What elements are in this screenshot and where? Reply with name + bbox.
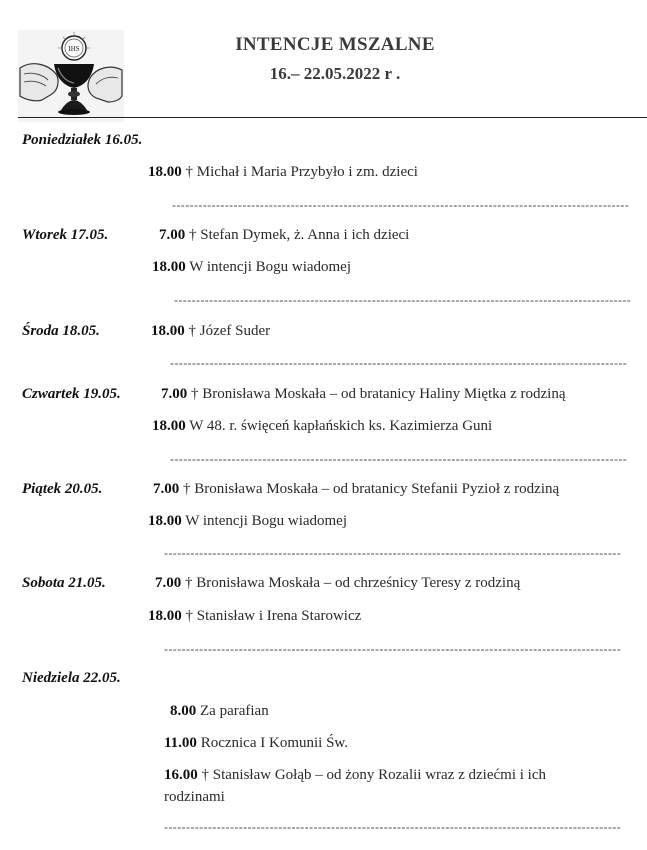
day-separator: --------------------------------------------------------------------------------------------------------	[164, 642, 622, 656]
mass-time: 16.00	[164, 767, 198, 783]
chalice-logo-icon	[18, 30, 124, 122]
header-divider	[18, 117, 647, 118]
mass-entry	[161, 383, 565, 405]
mass-intention: † Michał i Maria Przybyło i zm. dzieci	[185, 164, 418, 180]
mass-time: 7.00	[161, 386, 188, 402]
page-title: INTENCJE MSZALNE	[235, 34, 435, 55]
day-separator: --------------------------------------------------------------------------------------------------------	[164, 820, 622, 834]
mass-entry	[148, 161, 418, 183]
mass-time: 7.00	[155, 575, 182, 591]
date-range: 16.– 22.05.2022 r .	[269, 64, 401, 83]
mass-time: 7.00	[153, 481, 180, 497]
mass-entry	[170, 700, 269, 722]
mass-intention: † Bronisława Moskała – od bratanicy Haliny Miętka z rodziną	[191, 386, 566, 402]
mass-entry	[152, 415, 492, 437]
mass-time: 18.00	[148, 608, 182, 624]
mass-intention: † Józef Suder	[188, 323, 271, 339]
mass-time: 11.00	[164, 735, 197, 751]
day-separator: --------------------------------------------------------------------------------------------------------	[170, 356, 628, 370]
day-separator: --------------------------------------------------------------------------------------------------------	[172, 198, 630, 212]
mass-time: 7.00	[159, 227, 186, 243]
mass-intention: † Stanisław Gołąb – od żony Rozalii wraz z dziećmi i ich rodzinami	[164, 767, 546, 805]
day-label: Środa 18.05.	[22, 323, 100, 339]
mass-entry	[153, 478, 559, 500]
mass-entry	[148, 605, 361, 627]
mass-intention: Rocznica I Komunii Św.	[200, 735, 349, 751]
mass-intention: † Bronisława Moskała – od chrześnicy Teresy z rodziną	[185, 575, 521, 591]
day-separator: --------------------------------------------------------------------------------------------------------	[164, 546, 622, 560]
day-label: Sobota 21.05.	[22, 575, 106, 591]
mass-intention: † Stanisław i Irena Starowicz	[185, 608, 362, 624]
mass-time: 18.00	[152, 418, 186, 434]
mass-intention: W 48. r. święceń kapłańskich ks. Kazimierza Guni	[189, 418, 493, 434]
mass-intention: W intencji Bogu wiadomej	[189, 259, 352, 275]
mass-entry	[152, 256, 351, 278]
mass-entry	[148, 510, 347, 532]
day-separator: --------------------------------------------------------------------------------------------------------	[174, 293, 632, 307]
mass-intention: W intencji Bogu wiadomej	[185, 513, 348, 529]
day-label: Poniedziałek 16.05.	[22, 132, 143, 148]
mass-entry	[164, 732, 348, 754]
mass-time: 18.00	[152, 259, 186, 275]
day-label: Wtorek 17.05.	[22, 227, 109, 243]
mass-time: 18.00	[148, 164, 182, 180]
day-label: Piątek 20.05.	[22, 481, 103, 497]
mass-intention: † Stefan Dymek, ż. Anna i ich dzieci	[189, 227, 410, 243]
mass-time: 18.00	[151, 323, 185, 339]
mass-entry	[159, 224, 409, 246]
mass-time: 18.00	[148, 513, 182, 529]
mass-intention: Za parafian	[200, 703, 269, 719]
mass-entry	[155, 572, 520, 594]
svg-text:IHS: IHS	[68, 45, 80, 53]
mass-intention: † Bronisława Moskała – od bratanicy Stefanii Pyzioł z rodziną	[183, 481, 560, 497]
day-label: Niedziela 22.05.	[22, 670, 121, 686]
mass-time: 8.00	[170, 703, 197, 719]
mass-entry	[164, 764, 604, 808]
day-label: Czwartek 19.05.	[22, 386, 121, 402]
mass-entry	[151, 320, 270, 342]
day-separator: --------------------------------------------------------------------------------------------------------	[170, 452, 628, 466]
